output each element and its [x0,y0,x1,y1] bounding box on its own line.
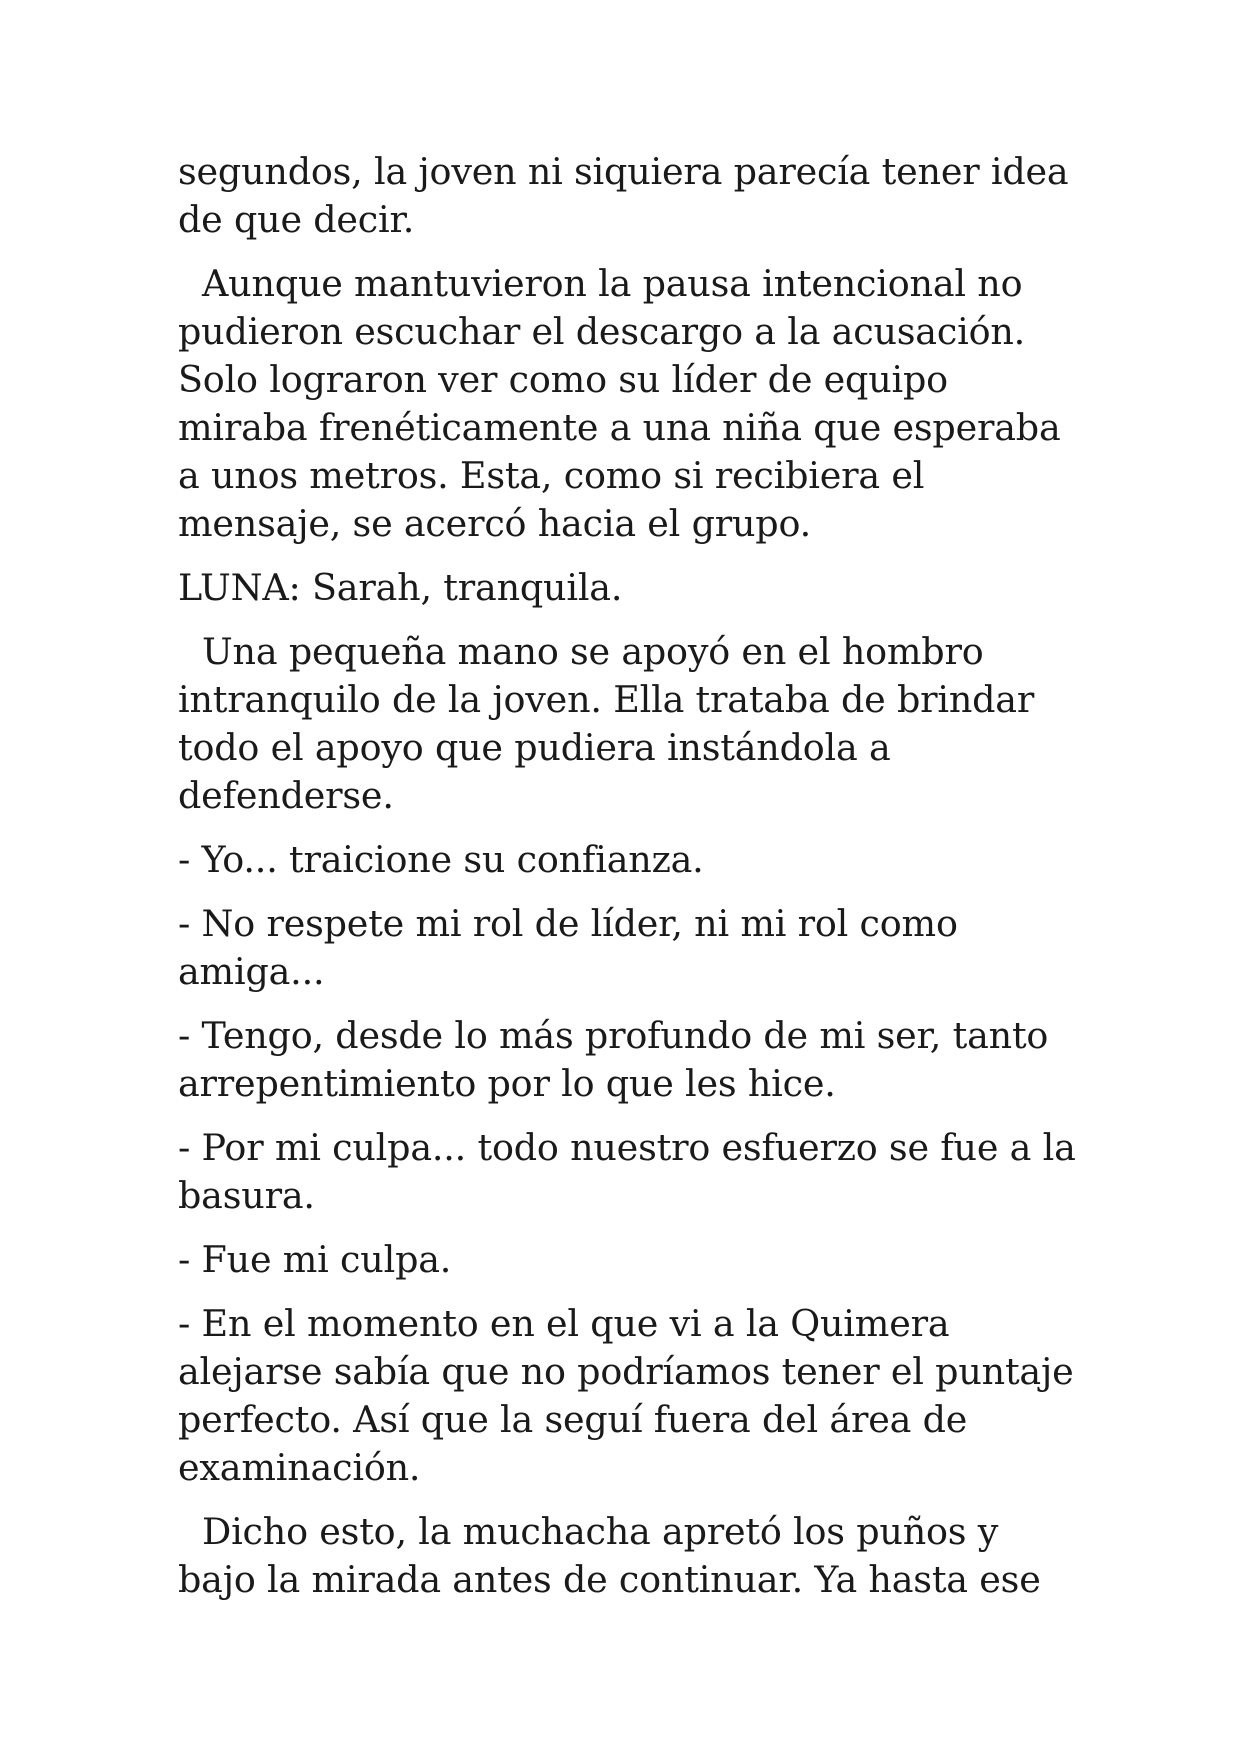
paragraph-8: - Por mi culpa... todo nuestro esfuerzo se fue a la basura. [178,1126,1076,1217]
body-text [178,148,1078,1620]
paragraph-11: Dicho esto, la muchacha apretó los puños y bajo la mirada antes de continuar. Ya hasta ese [178,1510,1041,1601]
paragraph-3: LUNA: Sarah, tranquila. [178,566,623,609]
paragraph-4: Una pequeña mano se apoyó en el hombro intranquilo de la joven. Ella trataba de brindar todo el apoyo que pudiera instándola a defenderse. [178,630,1035,817]
paragraph-9: - Fue mi culpa. [178,1238,452,1281]
paragraph-6: - No respete mi rol de líder, ni mi rol como amiga... [178,902,958,993]
paragraph-10: - En el momento en el que vi a la Quimera alejarse sabía que no podríamos tener el puntaje perfecto. Así que la seguí fuera del área de examinación. [178,1302,1074,1489]
paragraph-5: - Yo... traicione su confianza. [178,838,704,881]
paragraph-2: Aunque mantuvieron la pausa intencional no pudieron escuchar el descargo a la acusación. Solo lograron ver como su líder de equipo miraba frenéticamente a una niña que esperaba a unos metros. Esta, como si recibiera el mensaje, se acercó hacia el grupo. [178,262,1061,545]
paragraph-1: segundos, la joven ni siquiera parecía tener idea de que decir. [178,150,1069,241]
paragraph-7: - Tengo, desde lo más profundo de mi ser, tanto arrepentimiento por lo que les hice. [178,1014,1049,1105]
